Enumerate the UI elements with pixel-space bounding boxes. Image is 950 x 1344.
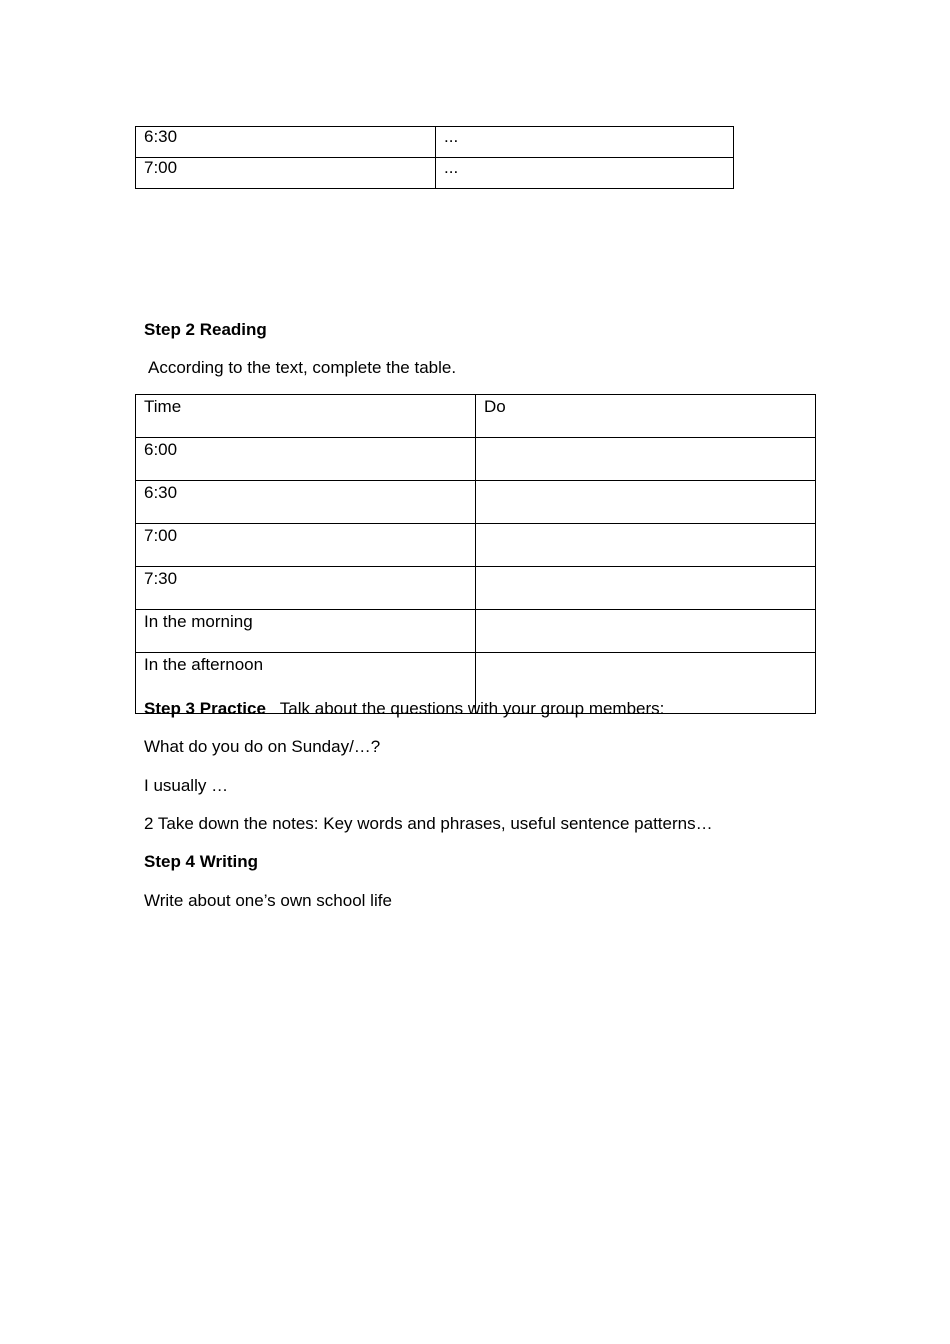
answer-cell[interactable] (476, 567, 816, 610)
time-header: Time (136, 395, 476, 438)
step3-line (144, 698, 664, 720)
time-cell: 6:30 (136, 127, 436, 158)
answer-cell[interactable] (476, 438, 816, 481)
do-header: Do (476, 395, 816, 438)
table-row (136, 610, 816, 653)
answer-cell[interactable] (476, 610, 816, 653)
time-cell: 6:00 (136, 438, 476, 481)
table-row (136, 524, 816, 567)
time-cell: 7:30 (136, 567, 476, 610)
step2-instruction: According to the text, complete the table. (148, 358, 457, 377)
reading-table (135, 394, 816, 714)
step2-heading: Step 2 Reading (144, 320, 267, 339)
table-row (136, 127, 734, 158)
answer-cell[interactable] (476, 524, 816, 567)
step3-heading: Step 3 Practice (144, 699, 266, 718)
time-cell: 6:30 (136, 481, 476, 524)
time-cell: 7:00 (136, 524, 476, 567)
step3-question: What do you do on Sunday/…? (144, 737, 381, 756)
schedule-table-continued (135, 126, 734, 189)
table-row (136, 567, 816, 610)
table-row (136, 481, 816, 524)
table-row (136, 158, 734, 189)
answer-cell[interactable] (476, 481, 816, 524)
table-header-row (136, 395, 816, 438)
time-cell: In the morning (136, 610, 476, 653)
step3-notes: 2 Take down the notes: Key words and phrases, useful sentence patterns… (144, 814, 713, 833)
time-cell: 7:00 (136, 158, 436, 189)
activity-cell: ... (436, 158, 734, 189)
step4-heading: Step 4 Writing (144, 852, 258, 871)
step4-instruction: Write about one’s own school life (144, 891, 392, 910)
time-cell: In the afternoon (136, 653, 476, 714)
step3-instruction: Talk about the questions with your group members: (279, 699, 665, 718)
step3-answer: I usually … (144, 776, 229, 795)
table-row (136, 438, 816, 481)
activity-cell: ... (436, 127, 734, 158)
